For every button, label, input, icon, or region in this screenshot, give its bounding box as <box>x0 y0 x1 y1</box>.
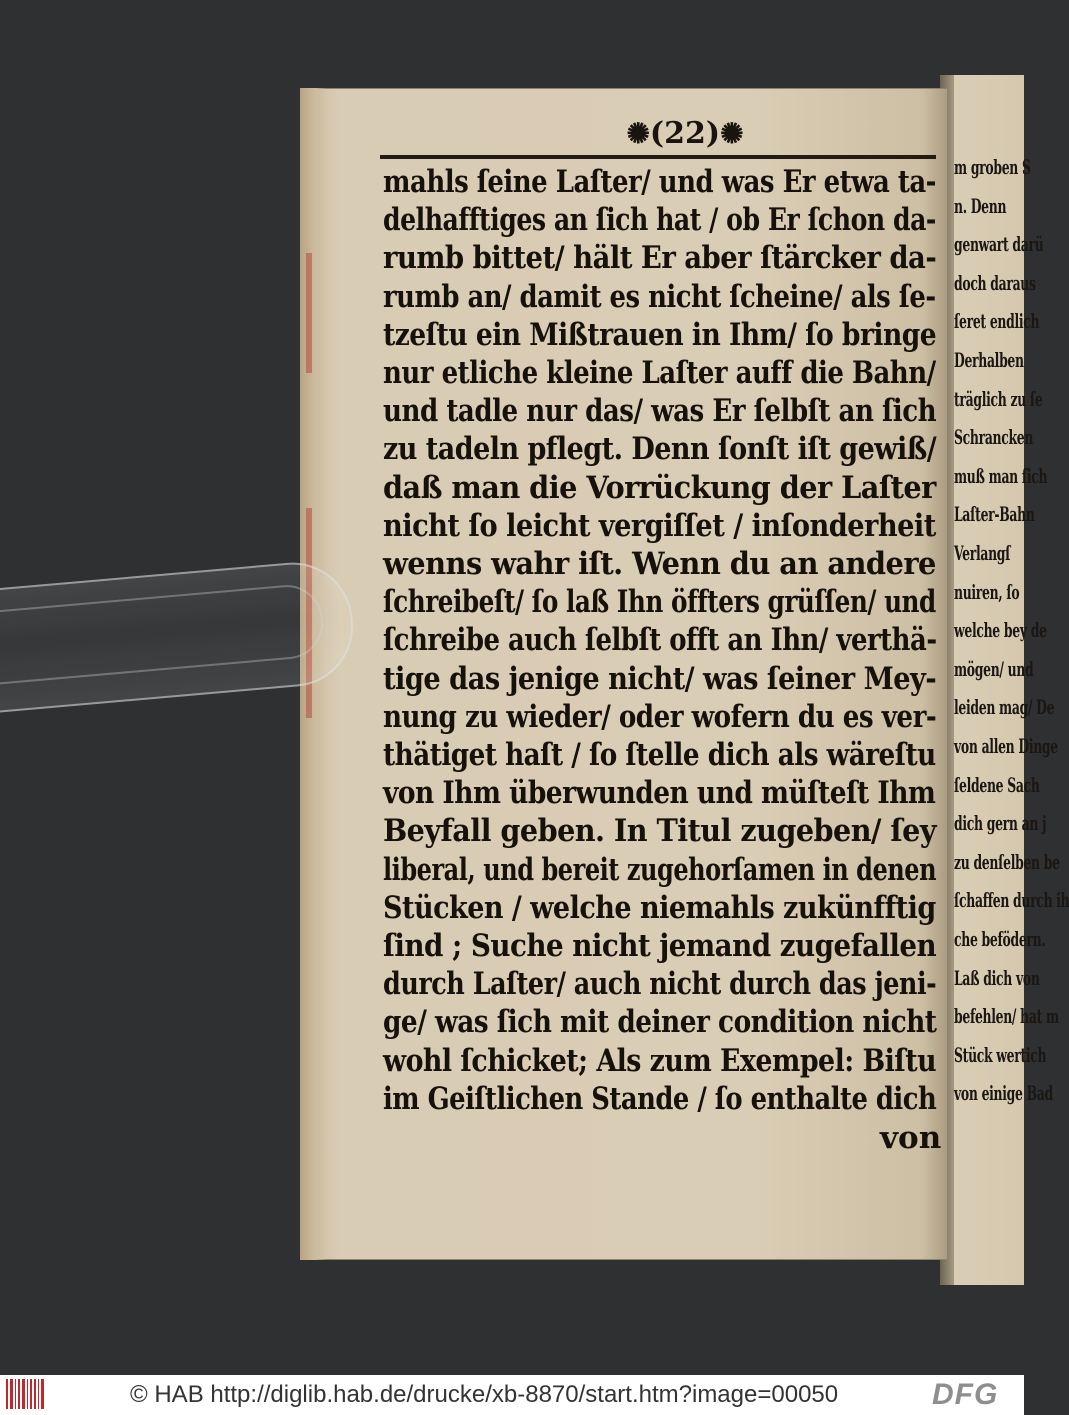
adjacent-text-line: leiden mag/ De <box>954 695 1055 720</box>
adjacent-text-line: Derhalben <box>954 348 1024 372</box>
text-line: tzeſtu ein Mißtrauen in Ihm/ ſo bringe <box>383 316 937 353</box>
text-line: zu tadeln pflegt. Denn ſonſt iſt gewiß/ <box>383 431 937 468</box>
text-line: ſind ; Suche nicht jemand zugefallen <box>383 928 937 964</box>
dfg-logo: DFG <box>932 1378 999 1411</box>
text-line: mahls ſeine Laſter/ und was Er etwa ta- <box>383 164 936 200</box>
adjacent-text-line: Verlangſ <box>954 541 1011 565</box>
copyright-link[interactable]: © HAB http://diglib.hab.de/drucke/xb-8870/start.htm?image=00050 <box>130 1381 839 1408</box>
text-line: durch Laſter/ auch nicht durch das jeni- <box>383 966 937 1003</box>
adjacent-text-line: ſchaffen durch ih <box>954 888 1069 913</box>
adjacent-text-line: dich gern an j <box>954 811 1047 836</box>
red-edge-mark <box>306 253 312 373</box>
adjacent-text-line: ſeret endlich <box>954 309 1040 334</box>
adjacent-text-line: muß man ſich <box>954 463 1048 488</box>
adjacent-text-line: mögen/ und <box>954 656 1034 681</box>
text-line: rumb bittet/ hält Er aber ſtärcker da- <box>383 240 937 277</box>
adjacent-text-line: Laß dich von <box>954 965 1040 990</box>
text-line: nung zu wieder/ oder wofern du es ver- <box>383 698 937 735</box>
text-line: von Ihm überwunden und müſteſt Ihm <box>383 775 936 812</box>
page-header <box>590 112 780 156</box>
text-line: thätiget haſt / ſo ſtelle dich als wäreſtu <box>383 737 936 773</box>
text-line: delhafftiges an ſich hat / ob Er ſchon da- <box>383 202 936 239</box>
text-line: rumb an/ damit es nicht ſcheine/ als ſe- <box>383 278 936 315</box>
adjacent-text-line: ſeldene Sach <box>954 772 1040 797</box>
text-line: Beyfall geben. In Titul zugeben/ ſey <box>383 813 936 850</box>
text-line: wohl ſchicket; Als zum Exempel: Biſtu <box>383 1042 937 1079</box>
text-line: und tadle nur das/ was Er ſelbſt an ſich <box>383 393 937 430</box>
adjacent-text-line: Laſter-Bahn <box>954 502 1035 527</box>
adjacent-text-line: m groben S <box>954 155 1031 179</box>
header-rule <box>380 155 936 159</box>
text-line: liberal, und bereit zugehorſamen in denen <box>383 851 937 888</box>
adjacent-text-line: genwart darü <box>954 232 1044 257</box>
adjacent-text-line: nuiren, ſo <box>954 579 1020 604</box>
text-line: ge/ was ſich mit deiner condition nicht <box>383 1004 937 1041</box>
ornament-right-icon: ✺ <box>720 117 744 150</box>
adjacent-page <box>940 75 1069 1285</box>
text-line: ſchreibe auch ſelbſt offt an Ihn/ verthä- <box>383 622 937 659</box>
text-line: ſchreibeſt/ ſo laß Ihn öffters grüſſen/ und <box>383 584 936 621</box>
text-line: wenns wahr iſt. Wenn du an andere <box>383 546 936 582</box>
adjacent-text-line: zu denſelben be <box>954 849 1060 874</box>
adjacent-text-line: von einige Bad <box>954 1081 1053 1106</box>
page-number: (22) <box>649 116 721 151</box>
adjacent-text-line: doch daraus <box>954 270 1036 295</box>
adjacent-text-line: befehlen/ hat m <box>954 1004 1059 1029</box>
text-line: nur etliche kleine Laſter auff die Bahn/ <box>383 355 936 391</box>
adjacent-text-line: welche bey de <box>954 618 1047 643</box>
hab-barcode-icon <box>6 1379 48 1409</box>
adjacent-text-line: von allen Dinge <box>954 734 1058 758</box>
ornament-left-icon: ✺ <box>626 117 650 150</box>
catchword: von <box>880 1120 942 1156</box>
text-line: nicht ſo leicht vergiſſet / inſonderheit <box>383 507 936 544</box>
text-line: Stücken / welche niemahls zukünfftig <box>383 889 936 926</box>
text-line: daß man die Vorrückung der Laſter <box>383 469 936 506</box>
adjacent-text-line: träglich zu ſe <box>954 386 1043 411</box>
adjacent-text-line: Schrancken <box>954 425 1034 450</box>
adjacent-text-line: n. Denn <box>954 193 1007 218</box>
text-line: tige das jenige nicht/ was ſeiner Mey- <box>383 660 937 697</box>
adjacent-text-line: Stück wertich <box>954 1042 1047 1067</box>
adjacent-text-line: che befödern. <box>954 927 1046 951</box>
text-line: im Geiſtlichen Stande / ſo enthalte dich <box>383 1080 937 1117</box>
